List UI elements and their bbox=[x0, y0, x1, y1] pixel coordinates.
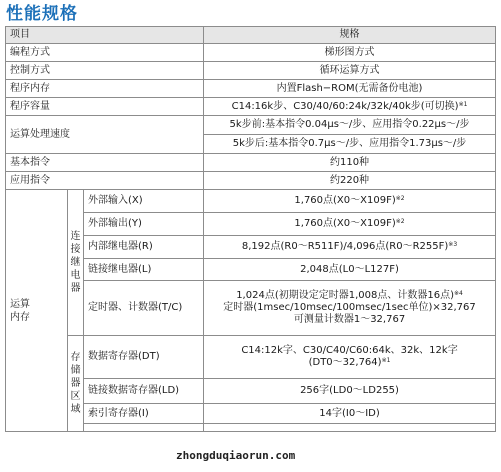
row-value: 约220种 bbox=[204, 172, 496, 190]
row-label: 内部继电器(R) bbox=[84, 236, 204, 259]
row-value: 5k步前:基本指令0.04μs～/步、应用指令0.22μs～/步 bbox=[204, 116, 496, 135]
table-row bbox=[6, 336, 496, 379]
storage-group-label: 存储器区域 bbox=[68, 336, 84, 432]
row-label: 链接继电器(L) bbox=[84, 259, 204, 281]
table-row bbox=[6, 80, 496, 98]
footnote-mark: ※2 bbox=[395, 218, 405, 225]
header-item: 项目 bbox=[6, 27, 204, 44]
row-label: 外部输出(Y) bbox=[84, 213, 204, 236]
footnote-mark: ※1 bbox=[458, 100, 468, 108]
row-value bbox=[204, 281, 496, 336]
value-line: (DT0～32,764)$^{※1}$ bbox=[308, 357, 391, 368]
row-label: 索引寄存器(I) bbox=[84, 404, 204, 424]
row-value: 256字(LD0～LD255) bbox=[204, 379, 496, 404]
page-title: 性能规格 bbox=[6, 4, 78, 24]
row-label: 程序容量 bbox=[6, 98, 204, 116]
table-row bbox=[6, 98, 496, 116]
table-header-row bbox=[6, 27, 496, 44]
table-row bbox=[6, 44, 496, 62]
table-row bbox=[6, 190, 496, 213]
value-text: C14:16k步、C30/40/60:24k/32k/40k步(可切换) bbox=[231, 100, 459, 112]
watermark-text: zhongduqiaorun.com bbox=[176, 449, 296, 462]
row-value: 内置Flash−ROM(无需备份电池) bbox=[204, 80, 496, 98]
table-row bbox=[6, 154, 496, 172]
row-value: 约110种 bbox=[204, 154, 496, 172]
value-line: 可测量计数器1～32,767 bbox=[293, 314, 406, 325]
row-value: 8,192点(R0～R511F)/4,096点(R0～R255F)$^{※3}$ bbox=[204, 236, 496, 259]
row-label: 控制方式 bbox=[6, 62, 204, 80]
row-label: 数据寄存器(DT) bbox=[84, 336, 204, 379]
footnote-mark: ※2 bbox=[395, 195, 405, 202]
row-value: 5k步后:基本指令0.7μs～/步、应用指令1.73μs～/步 bbox=[204, 135, 496, 154]
row-value: 2,048点(L0～L127F) bbox=[204, 259, 496, 281]
row-value bbox=[204, 98, 496, 116]
footnote-mark: ※4 bbox=[453, 290, 463, 297]
spec-table bbox=[5, 26, 496, 432]
row-value: 梯形图方式 bbox=[204, 44, 496, 62]
row-label: 外部输入(X) bbox=[84, 190, 204, 213]
row-label: 定时器、计数器(T/C) bbox=[84, 281, 204, 336]
table-row bbox=[6, 172, 496, 190]
footnote-mark: ※3 bbox=[448, 241, 458, 248]
row-label: 链接数据寄存器(LD) bbox=[84, 379, 204, 404]
row-label: 应用指令 bbox=[6, 172, 204, 190]
row-label: 基本指令 bbox=[6, 154, 204, 172]
row-label: 运算处理速度 bbox=[6, 116, 204, 154]
row-value: 14字(I0～ID) bbox=[204, 404, 496, 424]
footnote-mark: ※1 bbox=[381, 357, 391, 364]
header-spec: 规格 bbox=[204, 27, 496, 44]
row-value: 循环运算方式 bbox=[204, 62, 496, 80]
row-label: 编程方式 bbox=[6, 44, 204, 62]
row-value: 1,760点(X0～X109F)$^{※2}$ bbox=[204, 190, 496, 213]
relay-group-label: 连接继电器 bbox=[68, 190, 84, 336]
table-row bbox=[6, 62, 496, 80]
operation-memory-label: 运算内存 bbox=[6, 190, 68, 432]
value-line: 1,024点(初期设定定时器1,008点、计数器16点)$^{※4}$ bbox=[236, 290, 463, 301]
table-row bbox=[6, 116, 496, 135]
row-value: 1,760点(X0～X109F)$^{※2}$ bbox=[204, 213, 496, 236]
value-line: 定时器(1msec/10msec/100msec/1sec单位)×32,767 bbox=[223, 302, 476, 313]
row-label: 程序内存 bbox=[6, 80, 204, 98]
value-line: C14:12k字、C30/C40/C60:64k、32k、12k字 bbox=[241, 345, 458, 356]
row-value bbox=[204, 336, 496, 379]
